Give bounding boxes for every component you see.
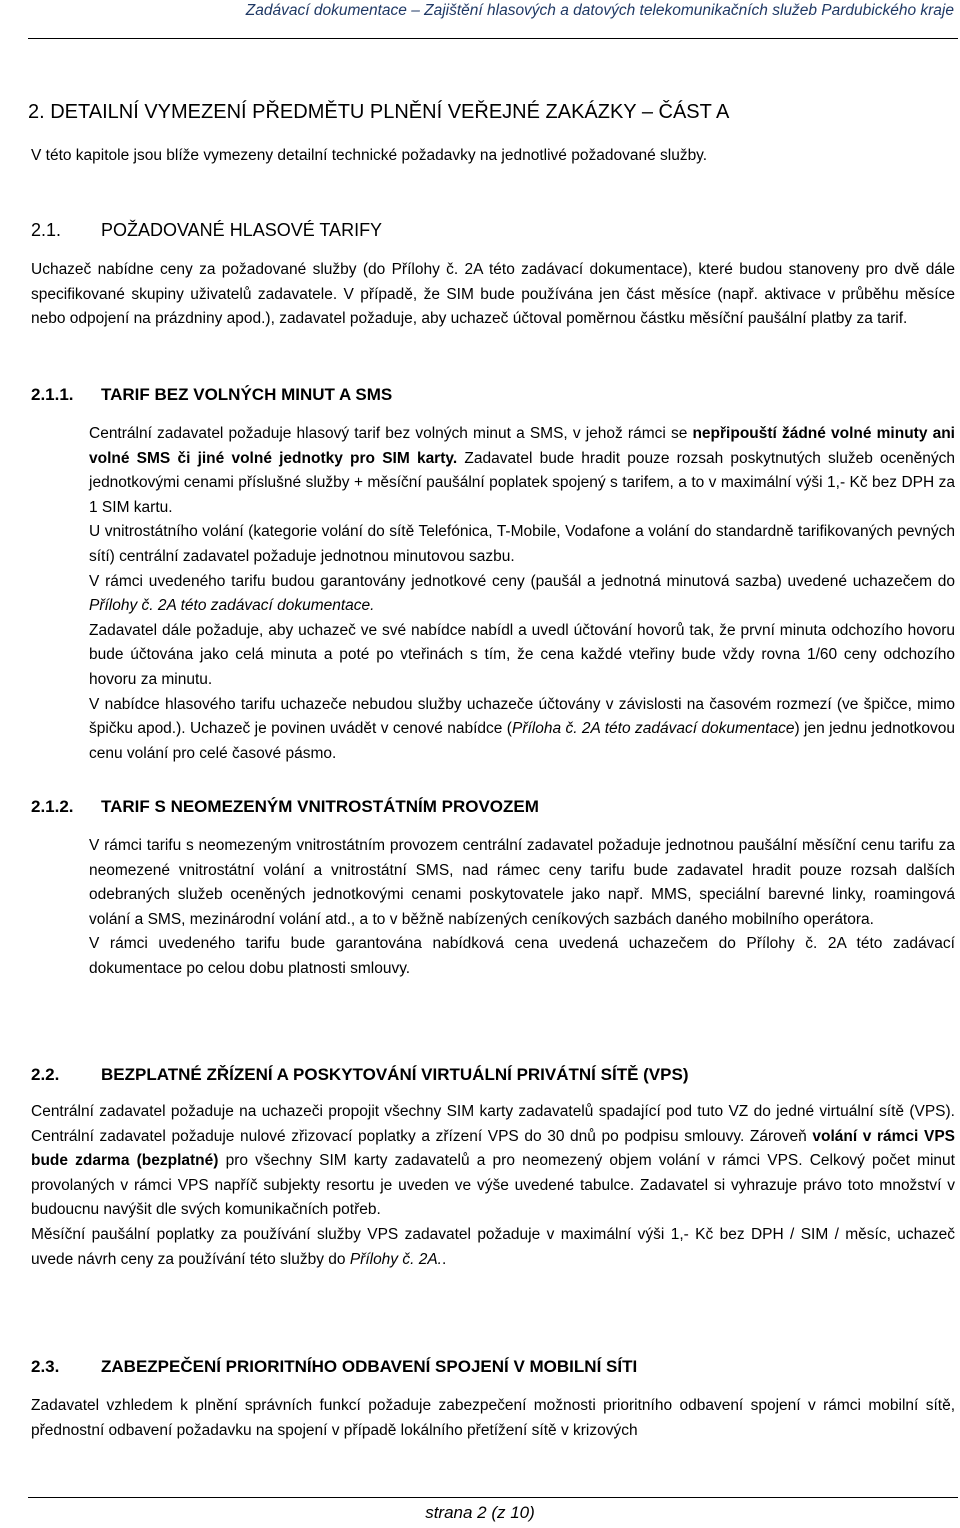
subsection-2-2-body	[31, 1100, 955, 1272]
subsection-2-2-heading	[31, 1063, 688, 1087]
subsection-2-1-2-heading	[31, 795, 539, 819]
text-run: Měsíční paušální poplatky za používání služby VPS zadavatel požaduje v maximální výši 1,- Kč bez DPH / SIM / měsíc, uchazeč uvede návrh ceny za používání této služby do	[31, 1225, 955, 1268]
paragraph	[31, 1100, 955, 1223]
text-run: V nabídce hlasového tarifu uchazeče nebudou služby uchazeče účtovány v závislosti na časovém rozmezí (ve špičce, mimo špičku apod.). Uchazeč je povinen uvádět v cenové nabídce (	[89, 695, 955, 738]
bold-text: nepřipouští žádné volné minuty ani volné SMS či jiné volné jednotky pro SIM karty.	[89, 425, 955, 467]
subsection-2-1-1-body	[89, 422, 955, 766]
bold-text: volání v rámci VPS bude zdarma (bezplatné)	[31, 1127, 955, 1170]
subsection-title: TARIF S NEOMEZENÝM VNITROSTÁTNÍM PROVOZEM	[101, 797, 539, 816]
subsection-number: 2.1.	[31, 220, 62, 240]
subsection-2-3-heading	[31, 1355, 637, 1379]
paragraph	[31, 1223, 955, 1272]
paragraph	[89, 570, 955, 619]
subsection-title: ZABEZPEČENÍ PRIORITNÍHO ODBAVENÍ SPOJENÍ V MOBILNÍ SÍTI	[101, 1357, 638, 1376]
paragraph: Zadavatel dále požaduje, aby uchazeč ve své nabídce nabídl a uvedl účtování hovorů tak, že první minuta odchozího hovoru bude účtována jako celá minuta a poté po vteřinách s tím, že cena každé vteřiny bude vždy rovna 1/60 ceny odchozího hovoru za minutu.	[89, 621, 955, 688]
text-run: Zadavatel bude hradit pouze rozsah poskytnutých služeb oceněných jednotkovými cenami příslušné služby + měsíční paušální poplatek spojený s tarifem, a to v maximální výši 1,- Kč bez DPH za 1 SIM kartu.	[89, 449, 955, 516]
subsection-number: 2.2.	[31, 1065, 60, 1084]
subsection-2-1-1-heading	[31, 383, 392, 407]
text-run: ) jen jednu jednotkovou cenu volání pro celé časové pásmo.	[89, 720, 955, 762]
text-run: V rámci uvedeného tarifu budou garantovány jednotkové ceny (paušál a jednotná minutová sazba) uvedené uchazečem do	[89, 572, 955, 590]
subsection-title: BEZPLATNÉ ZŘÍZENÍ A POSKYTOVÁNÍ VIRTUÁLNÍ PRIVÁTNÍ SÍTĚ (VPS)	[101, 1065, 689, 1084]
subsection-2-1-heading	[31, 218, 382, 242]
subsection-number: 2.3.	[31, 1357, 60, 1376]
subsection-title: TARIF BEZ VOLNÝCH MINUT A SMS	[101, 385, 393, 404]
italic-text: Přílohy č. 2A této zadávací dokumentace.	[89, 597, 375, 615]
text-run: Centrální zadavatel požaduje na uchazeči propojit všechny SIM karty zadavatelů spadající pod tuto VZ do jedné virtuální sítě (VPS). Centrální zadavatel požaduje nulové zřizovací poplatky a zřízení VPS do 30 dnů po podpisu smlouvy. Zároveň	[31, 1103, 955, 1145]
paragraph: V rámci uvedeného tarifu bude garantována nabídková cena uvedená uchazečem do Přílohy č. 2A této zadávací dokumentace po celou dobu platnosti smlouvy.	[89, 935, 955, 977]
paragraph: V rámci tarifu s neomezeným vnitrostátním provozem centrální zadavatel požaduje jednotnou paušální měsíční cenu tarifu za neomezené vnitrostátní volání a vnitrostátní SMS, nad rámec ceny tarifu bude zadavatel hradit pouze rozsah dalších odebraných služeb oceněných jednotkovými cenami poskytovatele jako např. MMS, speciální barevné linky, roamingová volání a SMS, mezinárodní volání atd., a to v běžně nabízených ceníkových sazbách daného mobilního operátora.	[89, 837, 955, 928]
italic-text: Příloha č. 2A této zadávací dokumentace	[511, 720, 795, 738]
paragraph	[89, 693, 955, 767]
paragraph	[89, 422, 955, 520]
footer-rule	[28, 1497, 958, 1498]
text-run: .	[442, 1250, 447, 1268]
text-run: pro všechny SIM karty zadavatelů a pro neomezený objem volání v rámci VPS. Celkový počet minut provolaných v rámci VPS napříč subjekty resortu je uveden ve výše uvedené tabulce. Zadavatel si vyhrazuje právo toto množství v budoucnu navýšit dle svých komunikačních potřeb.	[31, 1152, 955, 1219]
paragraph: U vnitrostátního volání (kategorie volání do sítě Telefónica, T-Mobile, Vodafone a volání do standardně tarifikovaných pevných sítí) centrální zadavatel požaduje jednotnou minutovou sazbu.	[89, 523, 955, 565]
subsection-2-1-paragraph: Uchazeč nabídne ceny za požadované služby (do Přílohy č. 2A této zadávací dokumentace), které budou stanoveny pro dvě dále specifikované skupiny uživatelů zadavatele. V případě, že SIM bude používána jen část měsíce (např. aktivace v průběhu měsíce nebo odpojení na prázdniny apod.), zadavatel požaduje, aby uchazeč účtoval poměrnou částku měsíční paušální platby za tarif.	[31, 261, 955, 328]
subsection-2-1-2-body	[89, 834, 955, 982]
subsection-number: 2.1.1.	[31, 385, 74, 404]
running-header: Zadávací dokumentace – Zajištění hlasových a datových telekomunikačních služeb Pardubického kraje	[245, 2, 954, 19]
page-number: strana 2 (z 10)	[425, 1503, 535, 1522]
text-run: Centrální zadavatel požaduje hlasový tarif bez volných minut a SMS, v jehož rámci se	[89, 425, 693, 442]
subsection-2-3-paragraph: Zadavatel vzhledem k plnění správních funkcí požaduje zabezpečení možnosti prioritního odbavení spojení v rámci mobilní sítě, přednostní odbavení požadavku na spojení v případě lokálního přetížení sítě v krizových	[31, 1397, 955, 1439]
header-rule	[28, 38, 958, 39]
section-heading: 2. DETAILNÍ VYMEZENÍ PŘEDMĚTU PLNĚNÍ VEŘEJNÉ ZAKÁZKY – ČÁST A	[28, 101, 730, 123]
subsection-title: POŽADOVANÉ HLASOVÉ TARIFY	[101, 220, 383, 240]
italic-text: Přílohy č. 2A.	[349, 1250, 442, 1268]
subsection-number: 2.1.2.	[31, 797, 74, 816]
section-intro: V této kapitole jsou blíže vymezeny detailní technické požadavky na jednotlivé požadované služby.	[31, 147, 708, 164]
